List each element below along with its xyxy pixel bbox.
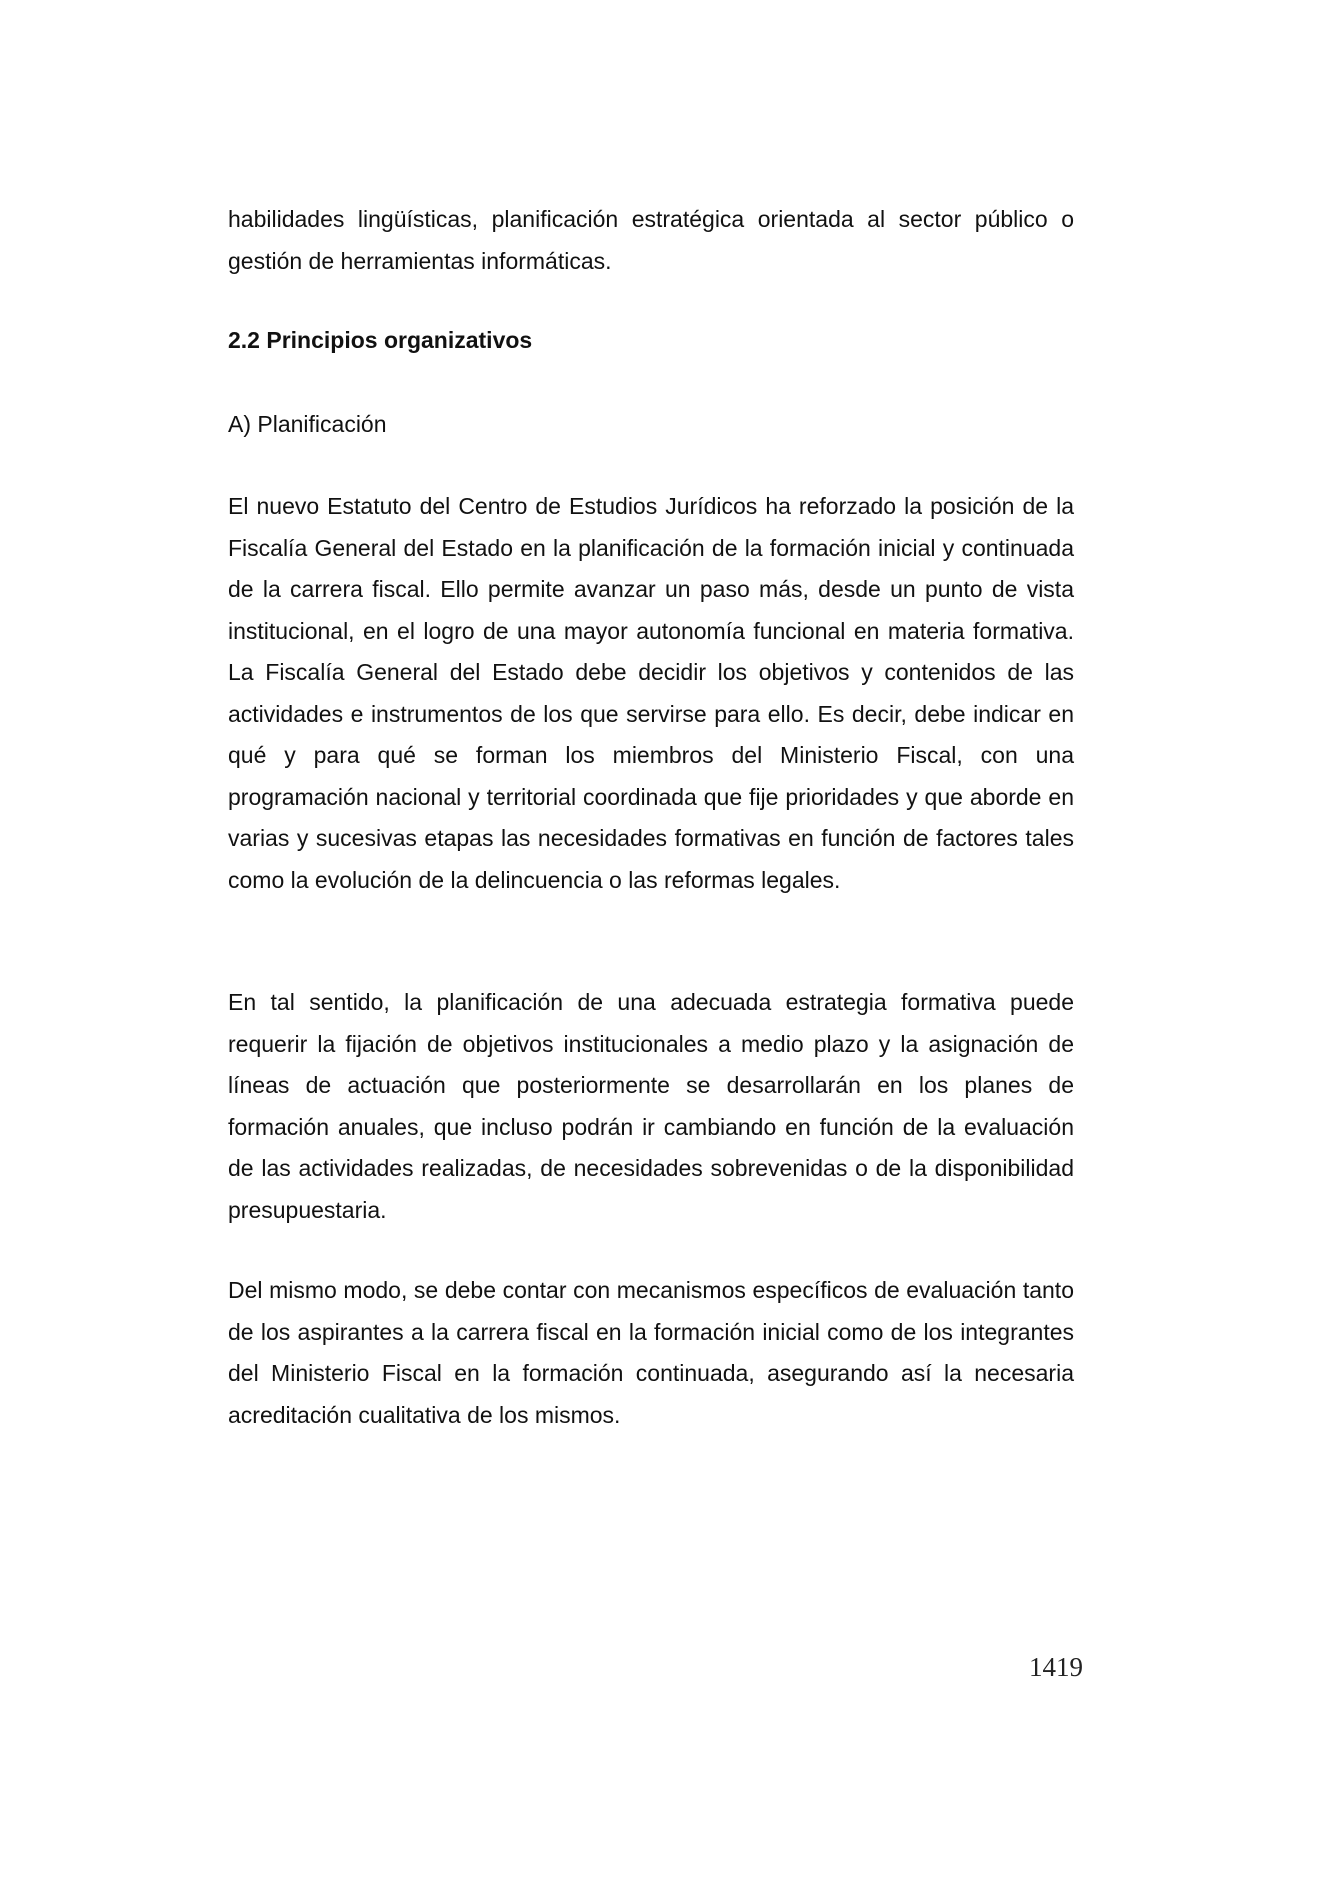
paragraph-planificacion-2: En tal sentido, la planificación de una adecuada estrategia formativa puede requerir la fijación de objetivos institucionales a medio plazo y la asignación de líneas de actuación que posteriormente se desarrollarán en los planes de formación anuales, que incluso podrán ir cambiando en función de la evaluación de las actividades realizadas, de necesidades sobrevenidas o de la disponibilidad presupuestaria. [228,989,1074,1223]
paragraph-planificacion-1: El nuevo Estatuto del Centro de Estudios Jurídicos ha reforzado la posición de la Fiscalía General del Estado en la planificación de la formación inicial y continuada de la carrera fiscal. Ello permite avanzar un paso más, desde un punto de vista institucional, en el logro de una mayor autonomía funcional en materia formativa. La Fiscalía General del Estado debe decidir los objetivos y contenidos de las actividades e instrumentos de los que servirse para ello. Es decir, debe indicar en qué y para qué se forman los miembros del Ministerio Fiscal, con una programación nacional y territorial coordinada que fije prioridades y que aborde en varias y sucesivas etapas las necesidades formativas en función de factores tales como la evolución de la delincuencia o las reformas legales. [228,493,1074,893]
page-number: 1419 [1029,1652,1083,1682]
intro-paragraph: habilidades lingüísticas, planificación estratégica orientada al sector público o gestión de herramientas informáticas. [228,206,1074,274]
section-heading: 2.2 Principios organizativos [228,327,533,353]
subsection-heading: A) Planificación [228,411,387,437]
paragraph-planificacion-3: Del mismo modo, se debe contar con mecanismos específicos de evaluación tanto de los aspirantes a la carrera fiscal en la formación inicial como de los integrantes del Ministerio Fiscal en la formación continuada, asegurando así la necesaria acreditación cualitativa de los mismos. [228,1277,1074,1428]
